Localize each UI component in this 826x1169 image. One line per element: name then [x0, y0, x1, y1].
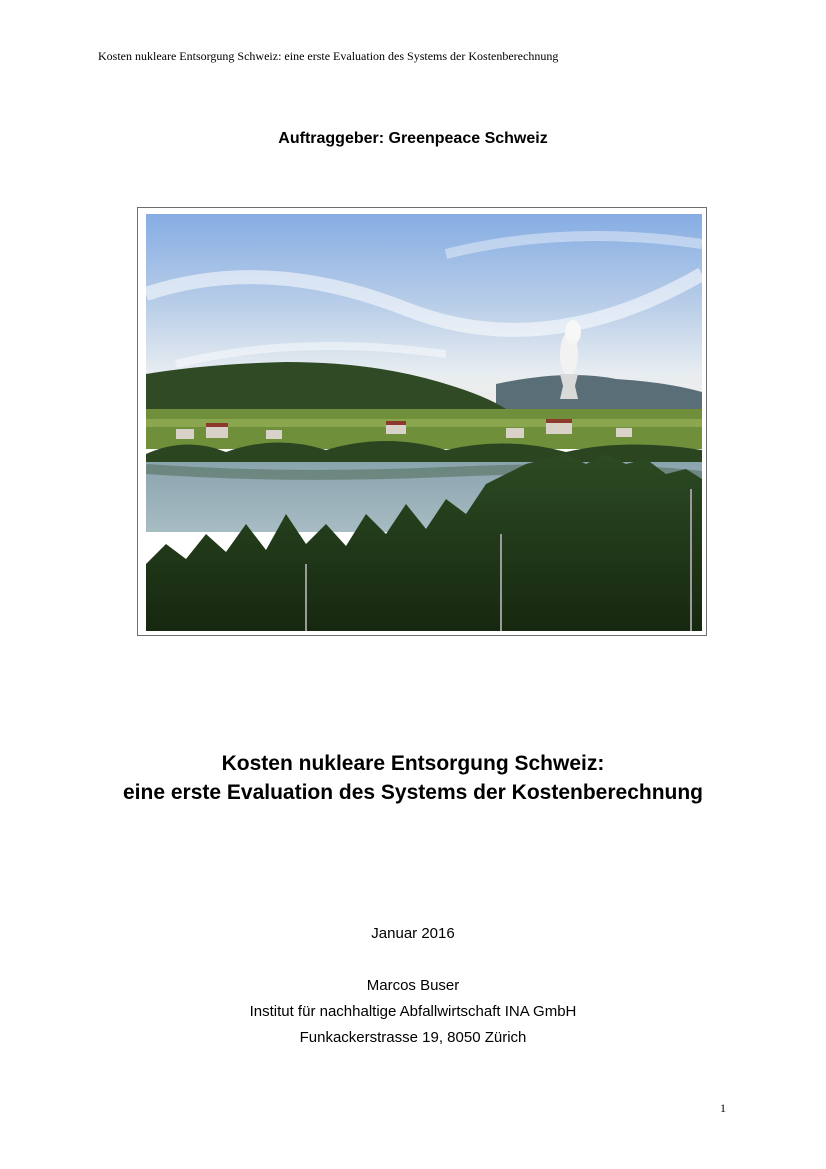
running-header: Kosten nukleare Entsorgung Schweiz: eine erste Evaluation des Systems der Kostenberechnung: [98, 49, 559, 63]
page-number: 1: [720, 1101, 726, 1115]
title-line-2: eine erste Evaluation des Systems der Kostenberechnung: [122, 781, 704, 804]
document-title: [0, 749, 826, 807]
client-line: Auftraggeber: Greenpeace Schweiz: [278, 130, 548, 147]
cover-photo-frame: [137, 207, 707, 636]
landscape-photo-icon: [146, 214, 702, 631]
publication-date: Januar 2016: [371, 925, 455, 942]
author-institute: Institut für nachhaltige Abfallwirtschaft INA GmbH: [249, 1003, 577, 1020]
author-name: Marcos Buser: [366, 977, 460, 994]
title-line-1: Kosten nukleare Entsorgung Schweiz:: [221, 752, 605, 775]
author-address: Funkackerstrasse 19, 8050 Zürich: [299, 1029, 527, 1046]
